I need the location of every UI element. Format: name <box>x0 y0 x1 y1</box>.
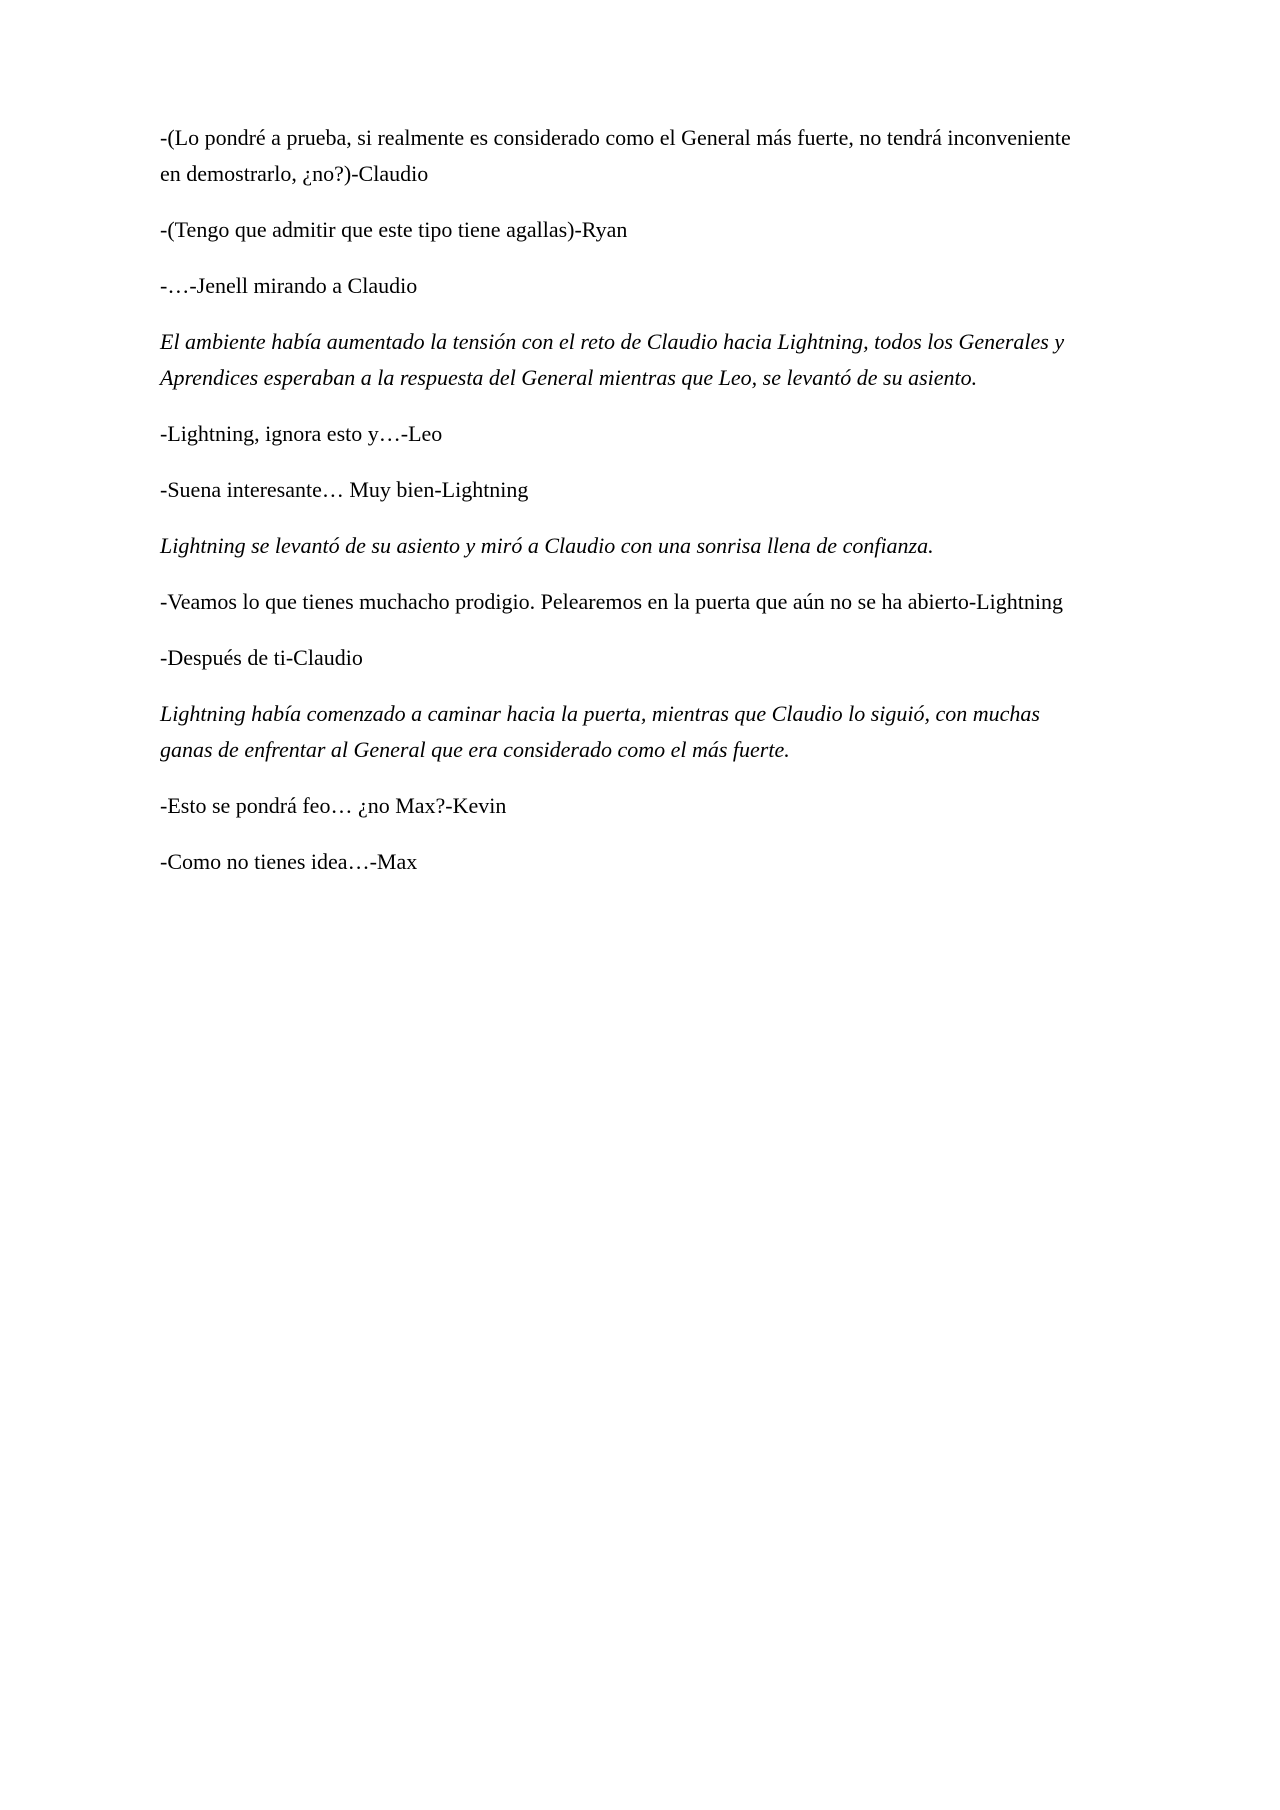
paragraph-dialogue-max: -Como no tienes idea…-Max <box>160 849 418 874</box>
paragraph-dialogue-claudio: -(Lo pondré a prueba, si realmente es considerado como el General más fuerte, no tendrá inconveniente en demostrarlo, ¿no?)-Claudio <box>160 125 1071 186</box>
paragraph-dialogue-leo: -Lightning, ignora esto y…-Leo <box>160 421 443 446</box>
paragraph-dialogue-lightning: -Veamos lo que tienes muchacho prodigio. Pelearemos en la puerta que aún no se ha abierto-Lightning <box>160 589 1063 614</box>
paragraph-narration: El ambiente había aumentado la tensión con el reto de Claudio hacia Lightning, todos los Generales y Aprendices esperaban a la respuesta del General mientras que Leo, se levantó de su asiento. <box>160 329 1065 390</box>
paragraph-dialogue-ryan: -(Tengo que admitir que este tipo tiene agallas)-Ryan <box>160 217 628 242</box>
paragraph-narration: Lightning se levantó de su asiento y miró a Claudio con una sonrisa llena de confianza. <box>160 533 934 558</box>
paragraph-dialogue-jenell: -…-Jenell mirando a Claudio <box>160 273 418 298</box>
paragraph-narration: Lightning había comenzado a caminar hacia la puerta, mientras que Claudio lo siguió, con muchas ganas de enfrentar al General que era considerado como el más fuerte. <box>160 701 1040 762</box>
document-text-body <box>160 120 1095 900</box>
paragraph-dialogue-lightning: -Suena interesante… Muy bien-Lightning <box>160 477 529 502</box>
paragraph-dialogue-claudio: -Después de ti-Claudio <box>160 645 363 670</box>
paragraph-dialogue-kevin: -Esto se pondrá feo… ¿no Max?-Kevin <box>160 793 507 818</box>
